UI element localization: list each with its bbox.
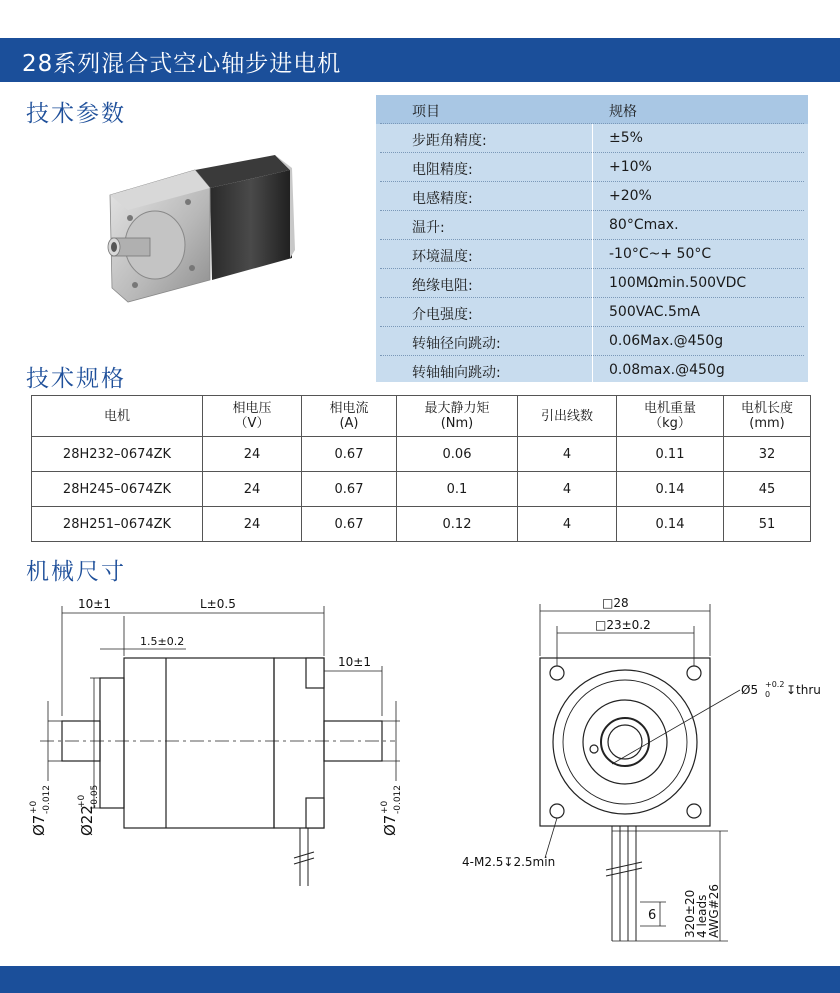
spec-row bbox=[376, 240, 808, 269]
spec-value: +20% bbox=[609, 188, 652, 204]
dim-outer-square: □28 bbox=[602, 596, 629, 610]
dia-front-tol-dn: -0.012 bbox=[42, 784, 52, 814]
spec-label: 步距角精度: bbox=[412, 133, 487, 149]
dia-front-shaft-label bbox=[29, 785, 52, 836]
motor-photo bbox=[100, 140, 310, 315]
table-row bbox=[32, 472, 811, 507]
bore-label bbox=[741, 680, 821, 699]
spec-row bbox=[376, 298, 808, 327]
spec-table bbox=[376, 95, 808, 382]
dia-front-tol-up: +0 bbox=[29, 800, 39, 814]
spec-value: 0.06Max.@450g bbox=[609, 333, 724, 349]
dia-rear-tol-up: +0 bbox=[380, 800, 390, 814]
bore-tol-dn: 0 bbox=[765, 690, 771, 699]
dia-rear-tol-dn: -0.012 bbox=[393, 784, 403, 814]
heading-tech-params: 技术参数 bbox=[26, 101, 126, 127]
cell: 45 bbox=[724, 472, 811, 507]
spec-label: 介电强度: bbox=[412, 307, 473, 323]
col-header: 引出线数 bbox=[518, 396, 617, 437]
bore-base: Ø5 bbox=[741, 683, 759, 697]
heading-mech-dims: 机械尺寸 bbox=[26, 559, 126, 585]
spec-label: 绝缘电阻: bbox=[412, 278, 473, 294]
dia-boss-tol-up: +0 bbox=[77, 794, 87, 808]
lead-count: 4 leads bbox=[695, 894, 709, 938]
spec-value: 0.08max.@450g bbox=[609, 362, 725, 378]
heading-tech-specs: 技术规格 bbox=[26, 366, 126, 392]
spec-row bbox=[376, 327, 808, 356]
spec-value: 500VAC.5mA bbox=[609, 304, 701, 320]
dia-front-base: Ø7 bbox=[30, 814, 48, 836]
cell: 0.67 bbox=[302, 437, 397, 472]
cell-model: 28H245–0674ZK bbox=[32, 472, 203, 507]
mount-holes-note: 4-M2.5↧2.5min bbox=[462, 855, 556, 869]
bottom-band bbox=[0, 966, 840, 993]
cell: 0.14 bbox=[617, 472, 724, 507]
spec-header-value: 规格 bbox=[609, 104, 637, 120]
cell: 4 bbox=[518, 437, 617, 472]
lead-note bbox=[683, 884, 721, 938]
cell: 0.11 bbox=[617, 437, 724, 472]
cell: 0.67 bbox=[302, 507, 397, 542]
spec-row bbox=[376, 211, 808, 240]
model-table-header bbox=[32, 396, 811, 437]
spec-value: 100MΩmin.500VDC bbox=[609, 275, 747, 291]
spec-value: -10°C~+ 50°C bbox=[609, 246, 712, 262]
cell: 0.67 bbox=[302, 472, 397, 507]
cell-model: 28H251–0674ZK bbox=[32, 507, 203, 542]
spec-label: 环境温度: bbox=[412, 249, 473, 265]
dim-front-shaft: 10±1 bbox=[78, 597, 111, 611]
model-table bbox=[31, 395, 811, 542]
bore-suffix: ↧thru bbox=[786, 683, 821, 697]
dim-hole-spacing: □23±0.2 bbox=[595, 618, 651, 632]
dia-rear-shaft-label bbox=[380, 785, 403, 836]
spec-row bbox=[376, 182, 808, 211]
table-row bbox=[32, 507, 811, 542]
lead-length: 320±20 bbox=[683, 889, 697, 938]
title-banner bbox=[0, 38, 840, 82]
mechanical-drawing bbox=[0, 586, 840, 966]
cell: 4 bbox=[518, 472, 617, 507]
lead-awg: AWG#26 bbox=[707, 883, 721, 938]
cell: 0.12 bbox=[397, 507, 518, 542]
spec-label: 转轴径向跳动: bbox=[412, 336, 501, 352]
spec-value: ±5% bbox=[609, 130, 643, 146]
cell: 24 bbox=[203, 472, 302, 507]
dim-flange: 1.5±0.2 bbox=[140, 635, 185, 648]
bore-tol-up: +0.2 bbox=[765, 680, 785, 689]
col-header: 相电流 (A) bbox=[302, 396, 397, 437]
cell: 0.06 bbox=[397, 437, 518, 472]
page-title: 28系列混合式空心轴步进电机 bbox=[22, 51, 342, 77]
spec-header-row bbox=[376, 95, 808, 124]
cell: 24 bbox=[203, 507, 302, 542]
lead-strip-length: 6 bbox=[648, 908, 657, 923]
cell-model: 28H232–0674ZK bbox=[32, 437, 203, 472]
spec-value: +10% bbox=[609, 159, 652, 175]
spec-row bbox=[376, 124, 808, 153]
dia-rear-base: Ø7 bbox=[381, 814, 399, 836]
col-header: 电机 bbox=[32, 396, 203, 437]
col-header: 电机重量 （kg） bbox=[617, 396, 724, 437]
spec-value: 80°Cmax. bbox=[609, 217, 679, 233]
col-header: 电机长度 (mm) bbox=[724, 396, 811, 437]
spec-header-label: 项目 bbox=[412, 104, 440, 120]
spec-label: 温升: bbox=[412, 220, 445, 236]
cell: 4 bbox=[518, 507, 617, 542]
cell: 51 bbox=[724, 507, 811, 542]
spec-row bbox=[376, 153, 808, 182]
col-header: 相电压 （V） bbox=[203, 396, 302, 437]
spec-label: 电阻精度: bbox=[412, 162, 473, 178]
spec-row bbox=[376, 269, 808, 298]
cell: 24 bbox=[203, 437, 302, 472]
side-view bbox=[40, 606, 400, 886]
dim-rear-shaft: 10±1 bbox=[338, 655, 371, 669]
cell: 0.1 bbox=[397, 472, 518, 507]
cell: 0.14 bbox=[617, 507, 724, 542]
dim-body-length: L±0.5 bbox=[200, 597, 236, 611]
spec-label: 转轴轴向跳动: bbox=[412, 365, 501, 381]
table-row bbox=[32, 437, 811, 472]
cell: 32 bbox=[724, 437, 811, 472]
dia-boss-label bbox=[77, 785, 100, 836]
spec-label: 电感精度: bbox=[412, 191, 473, 207]
spec-row bbox=[376, 356, 808, 385]
dia-boss-base: Ø22 bbox=[78, 805, 96, 836]
dia-boss-tol-dn: -0.05 bbox=[90, 784, 100, 808]
col-header: 最大静力矩 (Nm) bbox=[397, 396, 518, 437]
